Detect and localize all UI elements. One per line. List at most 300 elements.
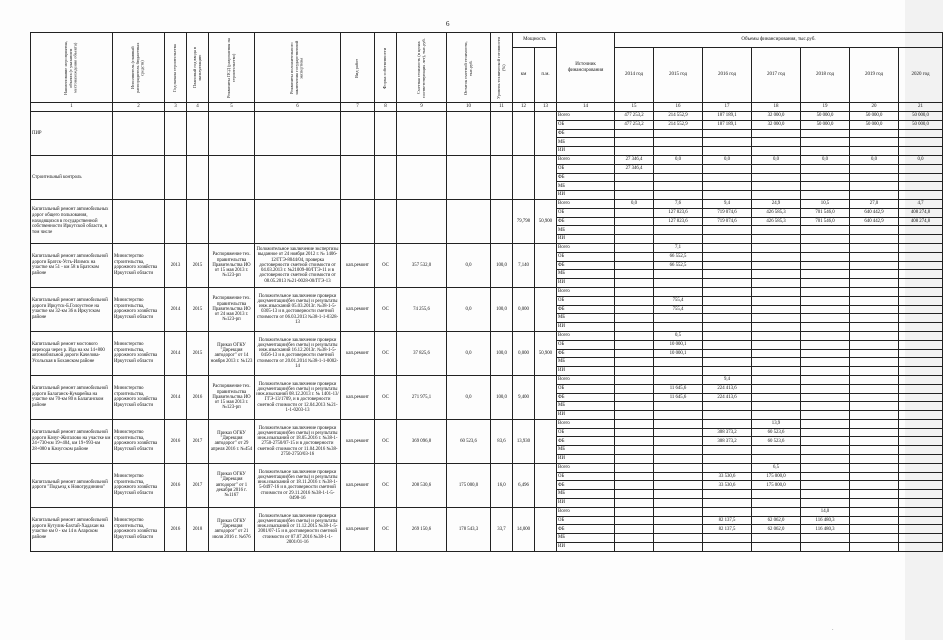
column-index-cell: 15 bbox=[615, 103, 654, 112]
funding-value bbox=[752, 191, 801, 200]
end-year: 2017 bbox=[187, 463, 209, 507]
expertise-details: Положительное заключение проверки документации(без сметы) и результаты инж.изысканий 16.12.2013г. №38-1-5-0456-13 и в достоверности сметной стоимости от 20.01.2014 №38-1-1-0002-14 bbox=[255, 331, 341, 375]
funding-value bbox=[850, 393, 899, 402]
ownership bbox=[375, 112, 397, 156]
executor: Министерство строительства, дорожного хозяйства Иркутской области bbox=[113, 463, 165, 507]
funding-value bbox=[850, 437, 899, 446]
funding-value: 214 552,9 bbox=[654, 112, 703, 121]
funding-value bbox=[615, 384, 654, 393]
funding-value bbox=[850, 261, 899, 270]
funding-value bbox=[654, 279, 703, 288]
funding-value: 701 546,0 bbox=[801, 217, 850, 226]
table-row bbox=[31, 463, 943, 472]
table-row bbox=[31, 375, 943, 384]
capacity-pm bbox=[535, 463, 557, 507]
funding-value bbox=[752, 305, 801, 314]
column-index-cell: 19 bbox=[801, 103, 850, 112]
funding-value bbox=[801, 138, 850, 147]
funding-value bbox=[899, 437, 943, 446]
funding-value bbox=[850, 252, 899, 261]
funding-value bbox=[850, 419, 899, 428]
estimated-cost: 37 825,6 bbox=[397, 331, 447, 375]
column-index-cell: 10 bbox=[447, 103, 491, 112]
funding-value bbox=[801, 534, 850, 543]
funding-value bbox=[615, 490, 654, 499]
column-index-cell: 8 bbox=[375, 103, 397, 112]
funding-value bbox=[801, 428, 850, 437]
end-year: 2015 bbox=[187, 331, 209, 375]
funding-value: 719 074,6 bbox=[703, 217, 752, 226]
header-ownership: Форма собственности bbox=[375, 33, 397, 103]
funding-value bbox=[801, 499, 850, 508]
funding-value bbox=[801, 481, 850, 490]
funding-value bbox=[615, 191, 654, 200]
funding-value bbox=[752, 252, 801, 261]
funding-source: Всего bbox=[557, 331, 615, 340]
funding-source: ОБ bbox=[557, 120, 615, 129]
funding-value bbox=[801, 314, 850, 323]
funding-value bbox=[899, 349, 943, 358]
funding-value: 66 552,5 bbox=[654, 252, 703, 261]
work-type bbox=[341, 155, 375, 199]
funding-value bbox=[850, 164, 899, 173]
header-year: 2016 год bbox=[703, 48, 752, 103]
column-index-cell: 6 bbox=[255, 103, 341, 112]
funding-value bbox=[654, 226, 703, 235]
funding-value bbox=[850, 384, 899, 393]
funding-value: 82 137,5 bbox=[703, 516, 752, 525]
funding-value bbox=[615, 296, 654, 305]
header-executor: Исполнитель (главный распорядитель бюджетных средств) bbox=[113, 33, 165, 103]
funding-value bbox=[850, 534, 899, 543]
capacity-km bbox=[513, 155, 535, 199]
funding-value: 32 000,0 bbox=[752, 120, 801, 129]
funding-value bbox=[703, 455, 752, 464]
object-name: Капитальный ремонт мостового перехода через р. Ида на км 14+800 автомобильной дороги Качелова-Усольская в Боханском районе bbox=[31, 331, 113, 375]
funding-source: МБ bbox=[557, 446, 615, 455]
funding-source: МБ bbox=[557, 534, 615, 543]
object-name: Капитальный ремонт автомобильных дорог общего пользования, находящихся в государственной собственности Иркутской области, в том числе bbox=[31, 199, 113, 243]
funding-source: МБ bbox=[557, 270, 615, 279]
funding-value bbox=[899, 472, 943, 481]
table-body bbox=[31, 112, 943, 552]
funding-value bbox=[615, 331, 654, 340]
funding-value bbox=[899, 463, 943, 472]
column-index-cell: 2 bbox=[113, 103, 165, 112]
ownership: ОС bbox=[375, 463, 397, 507]
funding-value bbox=[615, 305, 654, 314]
funding-value bbox=[615, 411, 654, 420]
executor bbox=[113, 112, 165, 156]
funding-value bbox=[899, 490, 943, 499]
funding-value bbox=[850, 147, 899, 156]
funding-value bbox=[801, 375, 850, 384]
estimated-cost bbox=[397, 112, 447, 156]
funding-value bbox=[899, 481, 943, 490]
column-index-cell: 14 bbox=[557, 103, 615, 112]
funding-value: 27,0 bbox=[850, 199, 899, 208]
funding-source: ИИ bbox=[557, 147, 615, 156]
capacity-pm bbox=[535, 287, 557, 331]
funding-value bbox=[615, 367, 654, 376]
funding-source: Всего bbox=[557, 112, 615, 121]
funding-value: 0,0 bbox=[850, 155, 899, 164]
header-capacity: Мощность bbox=[513, 33, 557, 48]
funding-source: МБ bbox=[557, 182, 615, 191]
header-psd: Реквизиты ПСД (разрешения на строительство) bbox=[209, 33, 255, 103]
funding-value bbox=[615, 147, 654, 156]
funding-source: ИИ bbox=[557, 411, 615, 420]
funding-value bbox=[899, 182, 943, 191]
funding-value: 187 189,1 bbox=[703, 120, 752, 129]
expertise-details: Положительное заключение экспертизы выданное от 24 ноября 2012 г. № 1406-12/ГГЭ-8044/04, проверка достоверности сметной стоимости от 04.03.2013 г. №21009-00/ГГЭ-11 и в достоверности сметной стоимости от 08.05.2013 №21-0028-00/ГГЭ-13 bbox=[255, 243, 341, 287]
funding-source: МБ bbox=[557, 226, 615, 235]
funding-value bbox=[899, 384, 943, 393]
funding-source: ФБ bbox=[557, 129, 615, 138]
start-year: 2014 bbox=[165, 287, 187, 331]
funding-value bbox=[801, 490, 850, 499]
column-index-cell: 20 bbox=[850, 103, 899, 112]
funding-value bbox=[654, 367, 703, 376]
end-year bbox=[187, 155, 209, 199]
funding-value: 27 346,4 bbox=[615, 155, 654, 164]
funding-value bbox=[654, 411, 703, 420]
funding-value bbox=[654, 402, 703, 411]
ownership bbox=[375, 155, 397, 199]
funding-value bbox=[899, 138, 943, 147]
funding-value bbox=[899, 375, 943, 384]
funding-value bbox=[615, 525, 654, 534]
funding-value bbox=[801, 182, 850, 191]
funding-value bbox=[899, 331, 943, 340]
funding-value bbox=[899, 543, 943, 552]
funding-value bbox=[654, 375, 703, 384]
funding-value: 50 000,0 bbox=[850, 112, 899, 121]
expertise-details bbox=[255, 199, 341, 243]
funding-value: 50 000,0 bbox=[850, 120, 899, 129]
header-expertise: Реквизиты положительного заключения государственной экспертизы bbox=[255, 33, 341, 103]
funding-value: 9,4 bbox=[703, 375, 752, 384]
funding-value bbox=[752, 367, 801, 376]
readiness: 16,0 bbox=[491, 463, 513, 507]
funding-value: 408 274,8 bbox=[899, 217, 943, 226]
funding-value: 9,4 bbox=[703, 199, 752, 208]
funding-value bbox=[850, 305, 899, 314]
funding-source: ИИ bbox=[557, 235, 615, 244]
ownership bbox=[375, 199, 397, 243]
funding-value bbox=[654, 129, 703, 138]
funding-value bbox=[654, 507, 703, 516]
header-pm: п.м. bbox=[535, 48, 557, 103]
funding-value bbox=[899, 428, 943, 437]
funding-value bbox=[801, 252, 850, 261]
funding-value: 66 552,5 bbox=[654, 261, 703, 270]
psd-details: Распоряжение тех. правительства Правительства ИО от 15 мая 2013 г. №123-рп bbox=[209, 243, 255, 287]
expertise-details bbox=[255, 112, 341, 156]
expertise-details: Положительное заключение проверки документации(без сметы) и результаты инж.изысканий от 18.11.2016 г. №38-1-5-0497-16 и в достоверности сметной стоимости от 29.11.2016 №38-1-1-5-0498-16 bbox=[255, 463, 341, 507]
funding-source: ОБ bbox=[557, 384, 615, 393]
table-header bbox=[31, 33, 943, 112]
funding-value: 127 823,6 bbox=[654, 217, 703, 226]
cost-remaining: 0,0 bbox=[447, 375, 491, 419]
funding-value bbox=[801, 463, 850, 472]
funding-value bbox=[752, 138, 801, 147]
funding-value bbox=[752, 147, 801, 156]
work-type: кап.ремонт bbox=[341, 243, 375, 287]
funding-value bbox=[801, 270, 850, 279]
funding-value bbox=[752, 499, 801, 508]
funding-value bbox=[615, 455, 654, 464]
funding-value bbox=[615, 173, 654, 182]
funding-value: 187 189,1 bbox=[703, 112, 752, 121]
funding-value: 477 253,2 bbox=[615, 112, 654, 121]
funding-value bbox=[850, 525, 899, 534]
funding-value bbox=[615, 428, 654, 437]
funding-value bbox=[899, 367, 943, 376]
funding-value bbox=[850, 340, 899, 349]
funding-value bbox=[703, 463, 752, 472]
capacity-km: 9,400 bbox=[513, 375, 535, 419]
header-year: 2014 год bbox=[615, 48, 654, 103]
funding-value bbox=[654, 358, 703, 367]
funding-value bbox=[615, 261, 654, 270]
funding-value bbox=[615, 208, 654, 217]
funding-value bbox=[615, 279, 654, 288]
funding-value bbox=[801, 235, 850, 244]
funding-value bbox=[752, 129, 801, 138]
funding-value bbox=[703, 402, 752, 411]
cost-remaining: 0,0 bbox=[447, 287, 491, 331]
funding-value: 640 442,9 bbox=[850, 217, 899, 226]
funding-value bbox=[654, 323, 703, 332]
psd-details bbox=[209, 155, 255, 199]
funding-value bbox=[850, 463, 899, 472]
funding-source: Всего bbox=[557, 463, 615, 472]
funding-value bbox=[615, 270, 654, 279]
funding-value: 11 645,6 bbox=[654, 393, 703, 402]
funding-value bbox=[615, 243, 654, 252]
funding-value bbox=[801, 437, 850, 446]
funding-value bbox=[703, 499, 752, 508]
funding-value: 4,7 bbox=[899, 199, 943, 208]
funding-value bbox=[654, 481, 703, 490]
header-source: Источник финансирования bbox=[557, 33, 615, 103]
executor: Министерство строительства, дорожного хозяйства Иркутской области bbox=[113, 507, 165, 551]
funding-value bbox=[899, 270, 943, 279]
work-type bbox=[341, 199, 375, 243]
funding-value bbox=[703, 367, 752, 376]
funding-value: 10 000,1 bbox=[654, 349, 703, 358]
funding-value bbox=[801, 349, 850, 358]
estimated-cost: 208 530,6 bbox=[397, 463, 447, 507]
funding-value bbox=[654, 182, 703, 191]
funding-value bbox=[703, 446, 752, 455]
funding-value bbox=[615, 463, 654, 472]
header-year: 2019 год bbox=[850, 48, 899, 103]
executor: Министерство строительства, дорожного хозяйства Иркутской области bbox=[113, 287, 165, 331]
funding-value bbox=[654, 270, 703, 279]
header-year: 2018 год bbox=[801, 48, 850, 103]
funding-value bbox=[801, 455, 850, 464]
funding-value: 14,0 bbox=[801, 507, 850, 516]
funding-value bbox=[615, 287, 654, 296]
funding-value bbox=[703, 534, 752, 543]
end-year bbox=[187, 199, 209, 243]
funding-value: 0,0 bbox=[752, 155, 801, 164]
funding-value bbox=[703, 243, 752, 252]
funding-value bbox=[752, 543, 801, 552]
funding-value: 6,5 bbox=[752, 463, 801, 472]
estimated-cost: 269 150,6 bbox=[397, 507, 447, 551]
psd-details: Приказ ОГКУ "Дирекция автодорог" от 14 ноября 2013 г. №123 bbox=[209, 331, 255, 375]
funding-value bbox=[899, 358, 943, 367]
funding-value bbox=[850, 226, 899, 235]
funding-value bbox=[899, 164, 943, 173]
table-row bbox=[31, 112, 943, 121]
funding-value: 10,5 bbox=[801, 199, 850, 208]
start-year: 2014 bbox=[165, 331, 187, 375]
capacity-km: 0,000 bbox=[513, 331, 535, 375]
capacity-km: 0,000 bbox=[513, 287, 535, 331]
funding-value bbox=[703, 270, 752, 279]
funding-value bbox=[899, 323, 943, 332]
funding-value bbox=[752, 226, 801, 235]
funding-value: 50 000,0 bbox=[801, 112, 850, 121]
capacity-km: 13,930 bbox=[513, 419, 535, 463]
funding-value bbox=[752, 340, 801, 349]
readiness: 100,0 bbox=[491, 243, 513, 287]
funding-value bbox=[801, 261, 850, 270]
funding-value bbox=[899, 340, 943, 349]
funding-value bbox=[752, 235, 801, 244]
funding-value bbox=[654, 455, 703, 464]
funding-value bbox=[654, 463, 703, 472]
psd-details: Приказ ОГКУ "Дирекция автодорог" от 29 апреля 2016 г. №454 bbox=[209, 419, 255, 463]
capacity-km: 6,496 bbox=[513, 463, 535, 507]
funding-value bbox=[703, 358, 752, 367]
funding-value bbox=[899, 129, 943, 138]
funding-value bbox=[850, 499, 899, 508]
start-year bbox=[165, 155, 187, 199]
funding-value bbox=[850, 481, 899, 490]
funding-value bbox=[615, 507, 654, 516]
funding-value bbox=[850, 270, 899, 279]
executor bbox=[113, 155, 165, 199]
funding-value bbox=[801, 446, 850, 455]
funding-value: 640 442,9 bbox=[850, 208, 899, 217]
funding-value bbox=[752, 261, 801, 270]
ownership: ОС bbox=[375, 243, 397, 287]
funding-value bbox=[850, 490, 899, 499]
funding-value bbox=[850, 243, 899, 252]
funding-value bbox=[801, 411, 850, 420]
funding-value: 27 346,4 bbox=[615, 164, 654, 173]
funding-source: ОБ bbox=[557, 208, 615, 217]
funding-value bbox=[752, 455, 801, 464]
start-year: 2013 bbox=[165, 243, 187, 287]
psd-details: Распоряжение тех. правительства Правительства ИО от 15 мая 2013 г. №123-рп bbox=[209, 375, 255, 419]
funding-value bbox=[850, 296, 899, 305]
funding-value bbox=[752, 182, 801, 191]
header-work-type: Вид работ bbox=[341, 33, 375, 103]
funding-source: ФБ bbox=[557, 217, 615, 226]
funding-source: ОБ bbox=[557, 340, 615, 349]
work-type: кап.ремонт bbox=[341, 287, 375, 331]
funding-value bbox=[801, 164, 850, 173]
readiness: 100,0 bbox=[491, 287, 513, 331]
column-index-cell: 17 bbox=[703, 103, 752, 112]
executor: Министерство строительства, дорожного хозяйства Иркутской области bbox=[113, 243, 165, 287]
funding-value bbox=[801, 305, 850, 314]
funding-source: ОБ bbox=[557, 428, 615, 437]
object-name: Капитальный ремонт автомобильной дороги Братск-Усть-Илимск на участке км 51 - км 58 в Братском районе bbox=[31, 243, 113, 287]
funding-value bbox=[615, 235, 654, 244]
funding-value: 0,5 bbox=[654, 331, 703, 340]
funding-value bbox=[850, 235, 899, 244]
funding-value bbox=[850, 129, 899, 138]
header-financing: Объемы финансирования, тыс.руб. bbox=[615, 33, 943, 48]
funding-source: МБ bbox=[557, 358, 615, 367]
funding-value bbox=[703, 349, 752, 358]
funding-value bbox=[899, 173, 943, 182]
ownership: ОС bbox=[375, 419, 397, 463]
funding-value bbox=[850, 287, 899, 296]
funding-value bbox=[703, 419, 752, 428]
executor bbox=[113, 199, 165, 243]
funding-value bbox=[615, 437, 654, 446]
funding-value: 755,4 bbox=[654, 305, 703, 314]
header-rest: Остаток сметной стоимости, тыс.руб. bbox=[447, 33, 491, 103]
funding-value bbox=[703, 331, 752, 340]
funding-value bbox=[654, 314, 703, 323]
column-index-cell: 21 bbox=[899, 103, 943, 112]
funding-value bbox=[654, 525, 703, 534]
object-name: Строительный контроль bbox=[31, 155, 113, 199]
funding-value bbox=[703, 138, 752, 147]
column-index-cell: 12 bbox=[513, 103, 535, 112]
funding-value bbox=[752, 358, 801, 367]
funding-value bbox=[615, 375, 654, 384]
work-type: кап.ремонт bbox=[341, 331, 375, 375]
funding-value bbox=[899, 191, 943, 200]
funding-source: ОБ bbox=[557, 516, 615, 525]
funding-value bbox=[850, 358, 899, 367]
header-year: 2017 год bbox=[752, 48, 801, 103]
header-name: Наименование мероприятия, объекта (с указанием местонахождения объекта) bbox=[31, 33, 113, 103]
funding-value: 426 585,3 bbox=[752, 217, 801, 226]
funding-value bbox=[801, 147, 850, 156]
funding-source: Всего bbox=[557, 375, 615, 384]
capacity-pm bbox=[535, 112, 557, 156]
funding-value bbox=[899, 235, 943, 244]
funding-value bbox=[752, 173, 801, 182]
funding-value: 13,9 bbox=[752, 419, 801, 428]
funding-value: 0,0 bbox=[899, 155, 943, 164]
funding-value bbox=[615, 129, 654, 138]
funding-value bbox=[899, 516, 943, 525]
funding-value: 50 000,0 bbox=[899, 120, 943, 129]
funding-source: ОБ bbox=[557, 252, 615, 261]
column-index-cell: 3 bbox=[165, 103, 187, 112]
work-type: кап.ремонт bbox=[341, 419, 375, 463]
funding-value: 7,1 bbox=[654, 243, 703, 252]
funding-value bbox=[899, 411, 943, 420]
funding-source: ФБ bbox=[557, 525, 615, 534]
header-year: 2020 год bbox=[899, 48, 943, 103]
funding-value bbox=[752, 393, 801, 402]
funding-value: 426 585,3 bbox=[752, 208, 801, 217]
funding-value bbox=[801, 340, 850, 349]
